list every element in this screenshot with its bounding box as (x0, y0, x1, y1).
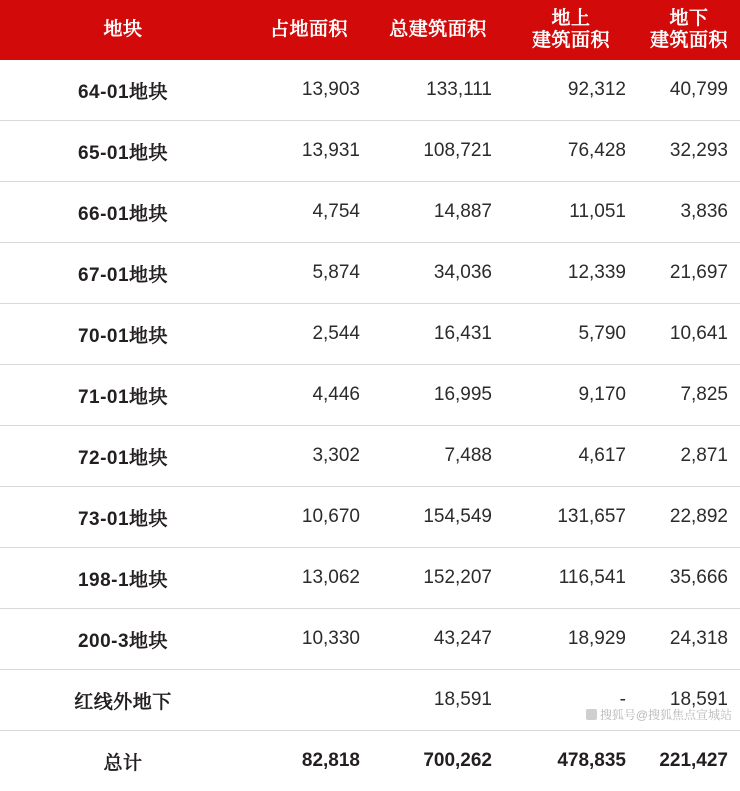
table-body (0, 60, 740, 791)
cell-above-ground-gfa: - (504, 670, 638, 731)
header-row (0, 0, 740, 60)
cell-site-area: 3,302 (246, 426, 372, 487)
cell-underground-gfa: 3,836 (638, 182, 740, 243)
cell-underground-gfa: 10,641 (638, 304, 740, 365)
column-header-site-area: 占地面积 (246, 0, 372, 60)
table-row (0, 548, 740, 609)
cell-site-area: 10,330 (246, 609, 372, 670)
cell-total-gfa-total: 700,262 (372, 731, 504, 791)
column-header-parcel: 地块 (0, 0, 246, 60)
cell-underground-gfa: 18,591 (638, 670, 740, 731)
row-label: 73-01地块 (0, 487, 246, 548)
cell-above-ground-gfa-total: 478,835 (504, 731, 638, 791)
cell-underground-gfa: 32,293 (638, 121, 740, 182)
cell-above-ground-gfa: 116,541 (504, 548, 638, 609)
watermark-text: 搜狐号@搜狐焦点宣城站 (600, 708, 732, 722)
column-header-underground-gfa (638, 0, 740, 60)
cell-site-area: 13,931 (246, 121, 372, 182)
table-row (0, 304, 740, 365)
cell-total-gfa: 14,887 (372, 182, 504, 243)
table-header (0, 0, 740, 60)
cell-underground-gfa: 22,892 (638, 487, 740, 548)
cell-underground-gfa: 40,799 (638, 60, 740, 121)
cell-total-gfa: 133,111 (372, 60, 504, 121)
table-row (0, 365, 740, 426)
cell-above-ground-gfa: 76,428 (504, 121, 638, 182)
column-header-underground-line1: 地下 (669, 8, 708, 29)
column-header-above-ground-line2: 建筑面积 (532, 30, 610, 51)
cell-total-gfa: 34,036 (372, 243, 504, 304)
cell-underground-gfa: 35,666 (638, 548, 740, 609)
cell-above-ground-gfa: 9,170 (504, 365, 638, 426)
avatar-icon (586, 709, 597, 720)
cell-above-ground-gfa: 92,312 (504, 60, 638, 121)
row-label: 65-01地块 (0, 121, 246, 182)
cell-total-gfa: 154,549 (372, 487, 504, 548)
cell-total-gfa: 152,207 (372, 548, 504, 609)
cell-underground-gfa-total: 221,427 (638, 731, 740, 791)
row-label-total: 总计 (0, 731, 246, 791)
table-row (0, 243, 740, 304)
cell-total-gfa: 16,995 (372, 365, 504, 426)
table-row (0, 426, 740, 487)
cell-site-area (246, 670, 372, 731)
cell-underground-gfa: 24,318 (638, 609, 740, 670)
cell-site-area: 4,754 (246, 182, 372, 243)
column-header-above-ground-line1: 地上 (551, 8, 590, 29)
row-label: 72-01地块 (0, 426, 246, 487)
row-label: 71-01地块 (0, 365, 246, 426)
table-row-total (0, 731, 740, 791)
cell-above-ground-gfa: 131,657 (504, 487, 638, 548)
table-row (0, 609, 740, 670)
row-label: 红线外地下 (0, 670, 246, 731)
cell-total-gfa: 18,591 (372, 670, 504, 731)
column-header-above-ground-gfa (504, 0, 638, 60)
cell-above-ground-gfa: 11,051 (504, 182, 638, 243)
row-label: 200-3地块 (0, 609, 246, 670)
cell-site-area: 5,874 (246, 243, 372, 304)
table-row (0, 121, 740, 182)
cell-total-gfa: 7,488 (372, 426, 504, 487)
table-row (0, 182, 740, 243)
column-header-underground-line2: 建筑面积 (650, 30, 728, 51)
cell-total-gfa: 16,431 (372, 304, 504, 365)
cell-total-gfa: 108,721 (372, 121, 504, 182)
cell-site-area: 13,903 (246, 60, 372, 121)
cell-site-area: 10,670 (246, 487, 372, 548)
cell-site-area: 4,446 (246, 365, 372, 426)
table-row (0, 487, 740, 548)
table-row (0, 60, 740, 121)
cell-site-area: 13,062 (246, 548, 372, 609)
watermark (586, 706, 732, 723)
row-label: 70-01地块 (0, 304, 246, 365)
cell-underground-gfa: 2,871 (638, 426, 740, 487)
cell-above-ground-gfa: 18,929 (504, 609, 638, 670)
cell-site-area: 2,544 (246, 304, 372, 365)
row-label: 198-1地块 (0, 548, 246, 609)
cell-above-ground-gfa: 5,790 (504, 304, 638, 365)
cell-underground-gfa: 7,825 (638, 365, 740, 426)
cell-above-ground-gfa: 12,339 (504, 243, 638, 304)
row-label: 66-01地块 (0, 182, 246, 243)
row-label: 67-01地块 (0, 243, 246, 304)
cell-site-area-total: 82,818 (246, 731, 372, 791)
cell-underground-gfa: 21,697 (638, 243, 740, 304)
cell-total-gfa: 43,247 (372, 609, 504, 670)
row-label: 64-01地块 (0, 60, 246, 121)
cell-above-ground-gfa: 4,617 (504, 426, 638, 487)
column-header-total-gfa: 总建筑面积 (372, 0, 504, 60)
